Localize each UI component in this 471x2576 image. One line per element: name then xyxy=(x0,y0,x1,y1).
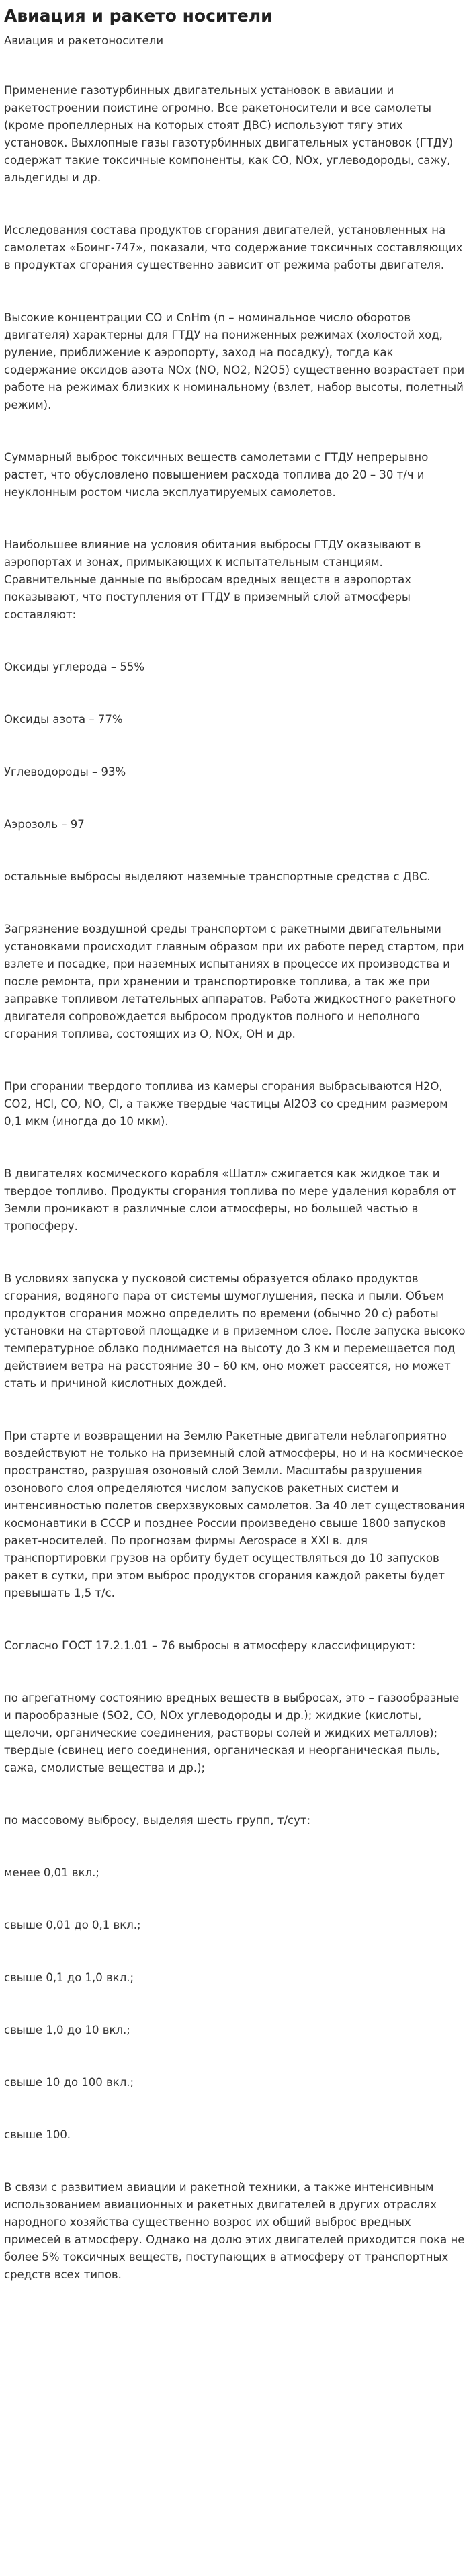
paragraph-gost: Согласно ГОСТ 17.2.1.01 – 76 выбросы в атмосферу классифицируют: xyxy=(4,1639,416,1652)
list-item-aerosol: Аэрозоль – 97 xyxy=(4,818,85,831)
paragraph-ozone: При старте и возвращении на Землю Ракетные двигатели неблагоприятно воздействуют не только на приземный слой атмосферы, но и на космическое пространство, разрушая озоновый слой Земли. Масштабы разрушения озонового слоя определяются числом запусков ракетных систем и интенсивностью полетов сверхзвуковых самолетов. За 40 лет существования космонавтики в СССР и позднее России произведено свыше 1800 запусков ракет-носителей. По прогнозам фирмы Aerospace в XXI в. для транспортировки грузов на орбиту будет осуществляться до 10 запусков ракет в сутки, при этом выброс продуктов сгорания каждой ракеты будет превышать 1,5 т/с. xyxy=(4,1429,465,1599)
paragraph-ground-vehicles: остальные выбросы выделяют наземные транспортные средства с ДВС. xyxy=(4,870,431,883)
paragraph-aggregate-state: по агрегатному состоянию вредных веществ в выбросах, это – газообразные и парообразные (SO2, CO, NOx углеводороды и др.); жидкие (кислоты, щелочи, органические соединения, растворы солей и жидких металлов); твердые (свинец иего соединения, органическая и неорганическая пыль, сажа, смолистые вещества и др.); xyxy=(4,1692,460,1774)
paragraph-shuttle: В двигателях космического корабля «Шатл» сжигается как жидкое так и твердое топливо. Продукты сгорания топлива по мере удаления корабля от Земли проникают в различные слои атмосферы, но большей частью в тропосферу. xyxy=(4,1167,456,1233)
list-item-group-6: свыше 100. xyxy=(4,2128,71,2141)
paragraph-conclusion: В связи с развитием авиации и ракетной техники, а также интенсивным использованием авиационных и ракетных двигателей в других отраслях народного хозяйства существенно возрос их общий выброс вредных примесей в атмосферу. Однако на долю этих двигателей приходится пока не более 5% токсичных веществ, поступающих в атмосферу от транспортных средств всех типов. xyxy=(4,2181,465,2281)
paragraph-boeing-study: Исследования состава продуктов сгорания двигателей, установленных на самолетах «Боинг-747», показали, что содержание токсичных составляющих в продуктах сгорания существенно зависит от режима работы двигателя. xyxy=(4,224,463,272)
paragraph-airports: Наибольшее влияние на условия обитания выбросы ГТДУ оказывают в аэропортах и зонах, примыкающих к испытательным станциям. Сравнительные данные по выбросам вредных веществ в аэропортах показывают, что поступления от ГТДУ в приземный слой атмосферы составляют: xyxy=(4,538,421,621)
article-category: Авиация и ракетоносители xyxy=(4,34,164,47)
article-body xyxy=(4,82,467,2284)
list-item-hydrocarbons: Углеводороды – 93% xyxy=(4,765,126,778)
article-title: Авиация и ракето носители xyxy=(4,6,273,26)
list-item-group-5: свыше 10 до 100 вкл.; xyxy=(4,2076,134,2089)
list-item-group-1: менее 0,01 вкл.; xyxy=(4,1866,99,1879)
paragraph-rocket-pollution: Загрязнение воздушной среды транспортом с ракетными двигательными установками происходит главным образом при их работе перед стартом, при взлете и посадке, при наземных испытаниях в процессе их производства и после ремонта, при хранении и транспортировке топлива, а так же при заправке топливом летательных аппаратов. Работа жидкостного ракетного двигателя сопровождается выбросом продуктов полного и неполного сгорания топлива, состоящих из О, NOx, OH и др. xyxy=(4,923,464,1040)
list-item-group-3: свыше 0,1 до 1,0 вкл.; xyxy=(4,1971,134,1984)
paragraph-launch-cloud: В условиях запуска у пусковой системы образуется облако продуктов сгорания, водяного пара от системы шумоглушения, песка и пыли. Объем продуктов сгорания можно определить по времени (обычно 20 с) работы установки на стартовой площадке и в приземном слое. После запуска высоко температурное облако поднимается на высоту до 3 км и перемещается под действием ветра на расстояние 30 – 60 км, оно может рассеятся, но может стать и причиной кислотных дождей. xyxy=(4,1272,466,1390)
paragraph-mass-groups: по массовому выбросу, выделяя шесть групп, т/сут: xyxy=(4,1814,311,1827)
paragraph-total-emissions: Суммарный выброс токсичных веществ самолетами с ГТДУ непрерывно растет, что обусловлено повышением расхода топлива до 20 – 30 т/ч и неуклонным ростом числа эксплуатируемых самолетов. xyxy=(4,451,429,499)
list-item-group-4: свыше 1,0 до 10 вкл.; xyxy=(4,2024,130,2036)
list-item-carbon-oxides: Оксиды углерода – 55% xyxy=(4,661,145,673)
list-item-nitrogen-oxides: Оксиды азота – 77% xyxy=(4,713,123,726)
paragraph-intro: Применение газотурбинных двигательных установок в авиации и ракетостроении поистине огромно. Все ракетоносители и все самолеты (кроме пропеллерных на которых стоят ДВС) используют тягу этих установок. Выхлопные газы газотурбинных двигательных установок (ГТДУ) содержат такие токсичные компоненты, как СО, NOх, углеводороды, сажу, альдегиды и др. xyxy=(4,84,454,184)
list-item-group-2: свыше 0,01 до 0,1 вкл.; xyxy=(4,1919,141,1931)
paragraph-concentrations: Высокие концентрации СО и CnHm (n – номинальное число оборотов двигателя) характерны для ГТДУ на пониженных режимах (холостой ход, руление, приближение к аэропорту, заход на посадку), тогда как содержание оксидов азота NOx (NO, NO2, N2O5) существенно возрастает при работе на режимах близких к номинальному (взлет, набор высоты, полетный режим). xyxy=(4,311,465,411)
paragraph-solid-fuel: При сгорании твердого топлива из камеры сгорания выбрасываются H2O, CO2, HCl, CO, NO, Cl, а также твердые частицы Al2O3 со средним размером 0,1 мкм (иногда до 10 мкм). xyxy=(4,1080,448,1128)
